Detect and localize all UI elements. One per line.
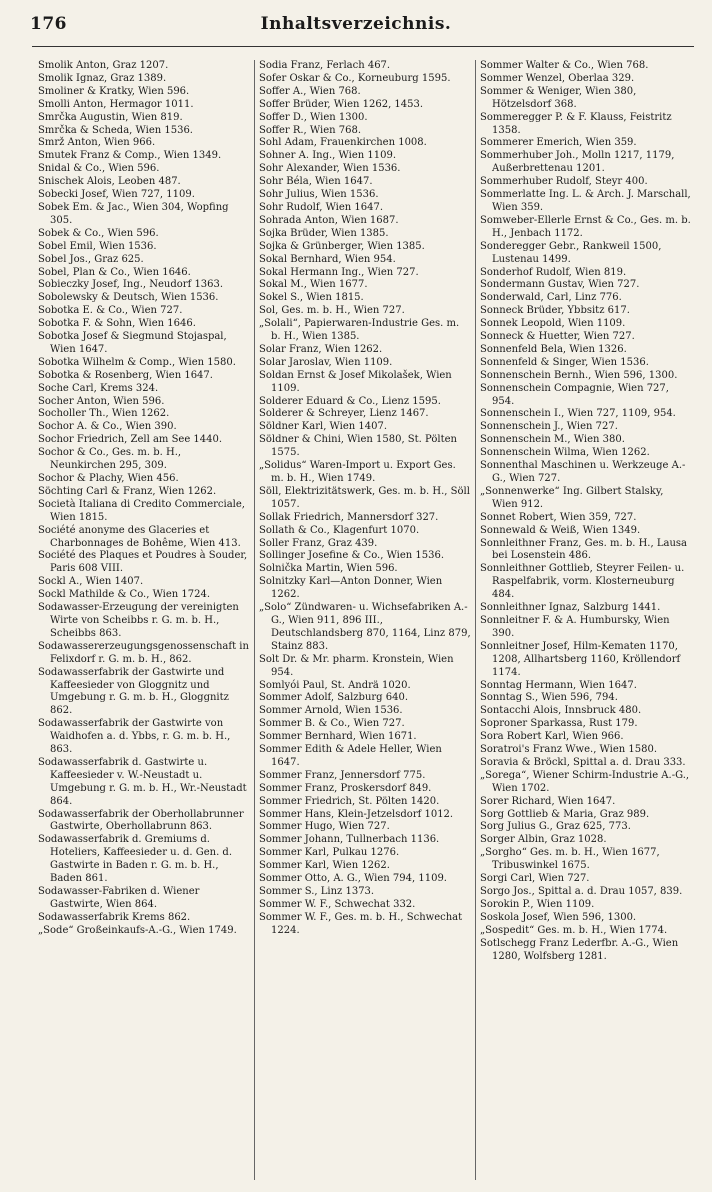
index-entry: Sonnewald & Weiß, Wien 1349. (480, 524, 641, 536)
index-entry: Söll, Elektrizitätswerk, Ges. m. b. H., Söll 1057. (259, 485, 470, 510)
index-entry: Sonnenschein Wilma, Wien 1262. (480, 447, 650, 459)
index-entry: Sobek & Co., Wien 596. (38, 227, 159, 239)
index-entry: Sommer & Weniger, Wien 380, Hötzelsdorf 368. (480, 85, 637, 110)
index-entry: Sommer Franz, Jennersdorf 775. (259, 769, 426, 781)
index-entry: Sobel Emil, Wien 1536. (38, 240, 157, 252)
index-entry: Sommerer Emerich, Wien 359. (480, 137, 637, 149)
index-entry: Sokal M., Wien 1677. (259, 279, 368, 291)
index-entry: Sommer Arnold, Wien 1536. (259, 705, 403, 717)
index-entry: Sorgi Carl, Wien 727. (480, 873, 590, 885)
index-entry: Sommer Wenzel, Oberlaa 329. (480, 72, 635, 84)
index-entry: Sommer S., Linz 1373. (259, 886, 375, 897)
index-entry: Sochor & Plachy, Wien 456. (38, 473, 179, 484)
index-entry: Sonnenthal Maschinen u. Werkzeuge A.-G., Wien 727. (480, 460, 686, 484)
index-entry: „Sorega“, Wiener Schirm-Industrie A.-G., Wien 1702. (480, 769, 690, 794)
index-entry: Sonnleitner F. & A. Humbursky, Wien 390. (480, 614, 670, 639)
index-entry: Sokal Bernhard, Wien 954. (259, 253, 396, 265)
index-entry: Sommerlatte Ing. L. & Arch. J. Marschall, Wien 359. (480, 189, 691, 213)
index-entry: Sorer Richard, Wien 1647. (480, 795, 616, 807)
index-entry: Soffer Brüder, Wien 1262, 1453. (259, 98, 424, 110)
index-entry: Soffer A., Wien 768. (259, 85, 361, 97)
index-columns (34, 60, 696, 1180)
index-entry: Söldner & Chini, Wien 1580, St. Pölten 1575. (259, 434, 457, 459)
index-entry: Sommer Franz, Proskersdorf 849. (259, 782, 432, 794)
index-entry: Soffer R., Wien 768. (259, 124, 362, 136)
index-entry: Sobel, Plan & Co., Wien 1646. (38, 266, 191, 278)
index-entry: Sommer Friedrich, St. Pölten 1420. (259, 795, 440, 807)
index-entry: Soffer D., Wien 1300. (259, 111, 368, 123)
index-entry: Sommer Hugo, Wien 727. (259, 821, 390, 833)
index-entry: Sorger Albin, Graz 1028. (480, 834, 607, 846)
index-entry: Sokal Hermann Ing., Wien 727. (259, 266, 419, 278)
index-entry: Sonnenschein I., Wien 727, 1109, 954. (480, 408, 676, 420)
index-entry: Sonderhof Rudolf, Wien 819. (480, 266, 627, 278)
index-entry: Solnička Martin, Wien 596. (259, 563, 398, 575)
index-entry: Sonnenschein Bernh., Wien 596, 1300. (480, 369, 678, 381)
index-entry: Sommer Karl, Pulkau 1276. (259, 847, 400, 859)
index-entry: Sohr Béla, Wien 1647. (259, 176, 373, 188)
page-title: Inhaltsverzeichnis. (260, 14, 452, 34)
index-entry: Sorokin P., Wien 1109. (480, 898, 595, 910)
index-entry: „Sospedit“ Ges. m. b. H., Wien 1774. (480, 924, 668, 936)
index-entry: Soller Franz, Graz 439. (259, 537, 378, 549)
index-entry: Socholler Th., Wien 1262. (38, 408, 170, 420)
index-entry: Sotlschegg Franz Lederfbr. A.-G., Wien 1280, Wolfsberg 1281. (480, 937, 679, 962)
index-entry: Sonnleithner Gottlieb, Steyrer Feilen- u. Raspelfabrik, vorm. Klosterneuburg 484. (480, 563, 685, 601)
index-entry: Solderer & Schreyer, Lienz 1467. (259, 408, 429, 420)
index-entry: Sonnenfeld Bela, Wien 1326. (480, 343, 627, 355)
index-entry: Smoliner & Kratky, Wien 596. (38, 85, 190, 97)
index-entry: Sonnleitner Josef, Hilm-Kematen 1170, 1208, Allhartsberg 1160, Kröllendorf 1174. (480, 640, 681, 678)
index-entry: Sodawasserfabrik d. Gastwirte u. Kaffeesieder v. W.-Neustadt u. Umgebung r. G. m. b. H., Wr.-Neustadt 864. (38, 756, 247, 807)
index-entry: Società Italiana di Credito Commerciale, Wien 1815. (38, 498, 245, 523)
index-entry: Sonderegger Gebr., Rankweil 1500, Lustenau 1499. (480, 240, 662, 265)
index-entry: Sol, Ges. m. b. H., Wien 727. (259, 305, 405, 317)
index-entry: „Sode“ Großeinkaufs-A.-G., Wien 1749. (38, 924, 237, 936)
index-entry: Sohr Julius, Wien 1536. (259, 189, 379, 201)
index-entry: Sobolewsky & Deutsch, Wien 1536. (38, 292, 219, 304)
index-entry: Sodawasserfabrik der Oberhollabrunner Gastwirte, Oberhollabrunn 863. (38, 808, 244, 833)
index-entry: Sobotka Wilhelm & Comp., Wien 1580. (38, 356, 236, 368)
index-entry: Solar Jaroslav, Wien 1109. (259, 356, 393, 368)
index-entry: Smrčka & Scheda, Wien 1536. (38, 124, 193, 136)
index-entry: Sohr Rudolf, Wien 1647. (259, 201, 384, 213)
index-entry: Sommerhuber Rudolf, Steyr 400. (480, 176, 648, 188)
index-entry: Smutek Franz & Comp., Wien 1349. (38, 150, 222, 162)
index-entry: Smolli Anton, Hermagor 1011. (38, 98, 194, 110)
index-entry: Sockl Mathilde & Co., Wien 1724. (38, 589, 211, 601)
index-entry: Somweber-Ellerle Ernst & Co., Ges. m. b. H., Jenbach 1172. (480, 214, 691, 239)
index-entry: Söchting Carl & Franz, Wien 1262. (38, 485, 217, 497)
index-entry: Söldner Karl, Wien 1407. (259, 421, 388, 433)
index-entry: „Solo“ Zündwaren- u. Wichsefabriken A.-G., Wien 911, 896 III., Deutschlandsberg 870, 1164, Linz 879, Stainz 883. (259, 602, 471, 652)
index-entry: Soskola Josef, Wien 596, 1300. (480, 911, 637, 923)
index-entry: Sodawasserfabrik der Gastwirte von Waidhofen a. d. Ybbs, r. G. m. b. H., 863. (38, 718, 231, 756)
index-entry: Sodawasserfabrik d. Gremiums d. Hoteliers, Kaffeesieder u. d. Gen. d. Gastwirte in Baden r. G. m. b. H., Baden 861. (38, 834, 233, 885)
index-entry: Sommeregger P. & F. Klauss, Feistritz 1358. (480, 111, 672, 136)
index-entry: „Sorgho“ Ges. m. b. H., Wien 1677, Tribuswinkel 1675. (480, 847, 660, 872)
index-entry: Sodawasserfabrik Krems 862. (38, 911, 191, 923)
index-entry: „Solali“, Papierwaren-Industrie Ges. m. b. H., Wien 1385. (259, 318, 460, 343)
index-entry: Sobotka E. & Co., Wien 727. (38, 305, 183, 317)
index-entry: Sommer B. & Co., Wien 727. (259, 718, 405, 730)
index-entry: Sonntag S., Wien 596, 794. (480, 692, 618, 704)
index-entry: Sommer Otto, A. G., Wien 794, 1109. (259, 873, 447, 885)
index-entry: Sonnek Leopold, Wien 1109. (480, 318, 626, 330)
index-entry: Sonnet Robert, Wien 359, 727. (480, 511, 637, 523)
index-entry: Sobotka Josef & Siegmund Stojaspal, Wien 1647. (38, 331, 227, 355)
page-number: 176 (30, 14, 67, 34)
index-entry: Sora Robert Karl, Wien 966. (480, 731, 624, 743)
index-entry: Sorgo Jos., Spittal a. d. Drau 1057, 839. (480, 886, 683, 897)
index-entry: Socher Anton, Wien 596. (38, 395, 165, 407)
index-entry: Soche Carl, Krems 324. (38, 382, 159, 394)
index-entry: Sommer Bernhard, Wien 1671. (259, 731, 417, 743)
index-entry: Snidal & Co., Wien 596. (38, 163, 160, 175)
index-entry: Sobek Em. & Jac., Wien 304, Wopfing 305. (38, 201, 229, 226)
index-entry: Sonnenschein M., Wien 380. (480, 434, 625, 446)
index-entry: Sobieczky Josef, Ing., Neudorf 1363. (38, 279, 224, 291)
index-entry: Sommer Adolf, Salzburg 640. (259, 692, 409, 704)
index-entry: Sochor A. & Co., Wien 390. (38, 421, 177, 433)
index-entry: Sobel Jos., Graz 625. (38, 253, 144, 265)
index-entry: Société anonyme des Glaceries et Charbonnages de Bohême, Wien 413. (38, 524, 241, 549)
index-entry: Soravia & Bröckl, Spittal a. d. Drau 333. (480, 756, 686, 768)
index-entry: Snischek Alois, Leoben 487. (38, 176, 181, 188)
index-entry: Soldan Ernst & Josef Mikolašek, Wien 1109. (259, 369, 452, 394)
index-entry: Sollath & Co., Klagenfurt 1070. (259, 524, 420, 536)
index-entry: Sommer W. F., Schwechat 332. (259, 898, 416, 910)
index-entry: Smrčka Augustin, Wien 819. (38, 111, 183, 123)
index-entry: Sommer Hans, Klein-Jetzelsdorf 1012. (259, 808, 454, 820)
index-entry: „Sonnenwerke“ Ing. Gilbert Stalsky, Wien 912. (480, 485, 664, 510)
index-entry: Soratroi's Franz Wwe., Wien 1580. (480, 744, 658, 756)
index-entry: Sobotka & Rosenberg, Wien 1647. (38, 369, 213, 381)
index-entry: Sobecki Josef, Wien 727, 1109. (38, 189, 195, 201)
index-entry: Sollinger Josefine & Co., Wien 1536. (259, 550, 445, 562)
index-entry: Sonnleithner Franz, Ges. m. b. H., Lausa bei Losenstein 486. (480, 537, 687, 562)
index-column-2 (254, 60, 475, 1180)
index-entry: Sonnleithner Ignaz, Salzburg 1441. (480, 602, 661, 614)
index-entry: Sochor & Co., Ges. m. b. H., Neunkirchen 295, 309. (38, 447, 182, 472)
index-entry: Sohrada Anton, Wien 1687. (259, 214, 399, 226)
index-entry: Sommer W. F., Ges. m. b. H., Schwechat 1224. (259, 911, 463, 936)
index-column-3 (475, 60, 696, 1180)
index-entry: Sommer Johann, Tullnerbach 1136. (259, 834, 440, 846)
index-entry: Sodawasser-Fabriken d. Wiener Gastwirte, Wien 864. (38, 886, 200, 910)
index-entry: Sommer Edith & Adele Heller, Wien 1647. (259, 744, 442, 768)
index-entry: Sofer Oskar & Co., Korneuburg 1595. (259, 72, 451, 84)
index-entry: Sonderwald, Carl, Linz 776. (480, 292, 622, 304)
index-entry: Sonneck & Huetter, Wien 727. (480, 331, 635, 343)
index-entry: Solderer Eduard & Co., Lienz 1595. (259, 395, 441, 407)
index-entry: Sodia Franz, Ferlach 467. (259, 60, 391, 71)
index-entry: Sobotka F. & Sohn, Wien 1646. (38, 318, 196, 330)
index-entry: Soproner Sparkassa, Rust 179. (480, 718, 638, 730)
index-entry: „Solidus“ Waren-Import u. Export Ges. m. b. H., Wien 1749. (259, 460, 456, 484)
index-entry: Solnitzky Karl—Anton Donner, Wien 1262. (259, 576, 443, 601)
index-entry: Sochor Friedrich, Zell am See 1440. (38, 434, 223, 446)
index-entry: Smolik Ignaz, Graz 1389. (38, 72, 167, 84)
header-rule (32, 46, 694, 47)
index-entry: Sollak Friedrich, Mannersdorf 327. (259, 511, 439, 523)
index-entry: Sommer Karl, Wien 1262. (259, 860, 390, 872)
index-entry: Sontacchi Alois, Innsbruck 480. (480, 705, 642, 717)
index-entry: Solar Franz, Wien 1262. (259, 343, 383, 355)
index-entry: Sohner A. Ing., Wien 1109. (259, 150, 397, 162)
index-entry: Société des Plaques et Poudres à Souder, Paris 608 VIII. (38, 550, 248, 575)
index-entry: Sonnenschein Compagnie, Wien 727, 954. (480, 382, 669, 407)
index-entry: Somlyói Paul, St. Andrä 1020. (259, 679, 411, 691)
index-entry: Sonnenfeld & Singer, Wien 1536. (480, 356, 649, 368)
index-entry: Sodawasser-Erzeugung der vereinigten Wirte von Scheibbs r. G. m. b. H., Scheibbs 863. (38, 602, 239, 639)
index-entry: Sodawasserfabrik der Gastwirte und Kaffeesieder von Gloggnitz und Umgebung r. G. m. b. H., Gloggnitz 862. (38, 666, 229, 717)
index-entry: Sodawassererzeugungsgenossenschaft in Felixdorf r. G. m. b. H., 862. (38, 640, 249, 665)
index-entry: Smrž Anton, Wien 966. (38, 137, 156, 149)
index-entry: Sohr Alexander, Wien 1536. (259, 163, 401, 175)
index-entry: Smolik Anton, Graz 1207. (38, 60, 169, 71)
index-entry: Sokel S., Wien 1815. (259, 292, 364, 304)
index-entry: Sockl A., Wien 1407. (38, 576, 144, 588)
index-entry: Sorg Gottlieb & Maria, Graz 989. (480, 808, 650, 820)
index-entry: Sondermann Gustav, Wien 727. (480, 279, 640, 291)
index-entry: Sonnenschein J., Wien 727. (480, 421, 618, 433)
index-entry: Sorg Julius G., Graz 625, 773. (480, 821, 631, 833)
index-column-1 (34, 60, 254, 1180)
index-entry: Sojka & Grünberger, Wien 1385. (259, 240, 425, 252)
index-entry: Sohl Adam, Frauenkirchen 1008. (259, 137, 427, 149)
index-entry: Sojka Brüder, Wien 1385. (259, 227, 389, 239)
index-entry: Sommer Walter & Co., Wien 768. (480, 60, 649, 71)
index-entry: Solt Dr. & Mr. pharm. Kronstein, Wien 954. (259, 653, 454, 678)
index-entry: Sommerhuber Joh., Molln 1217, 1179, Außerbrettenau 1201. (480, 150, 675, 175)
index-entry: Sonntag Hermann, Wien 1647. (480, 679, 637, 691)
index-entry: Sonneck Brüder, Ybbsitz 617. (480, 305, 630, 317)
